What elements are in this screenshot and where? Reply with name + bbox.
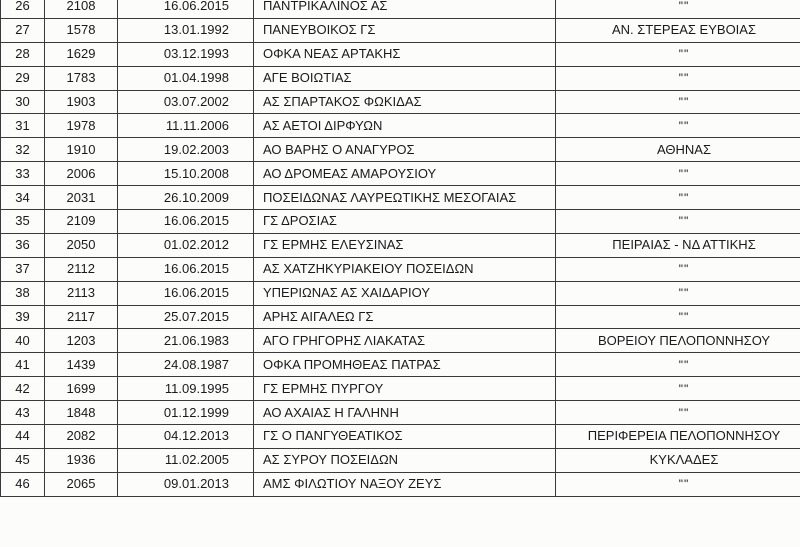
row-number-cell: 42: [1, 377, 45, 401]
row-number-cell: 39: [1, 305, 45, 329]
row-number-cell: 36: [1, 233, 45, 257]
region-cell: "": [556, 114, 800, 138]
table-row: [1, 257, 800, 281]
row-number-cell: 35: [1, 210, 45, 234]
registration-number-cell: 2082: [45, 425, 118, 449]
table-row: [1, 425, 800, 449]
registration-number-cell: 1903: [45, 90, 118, 114]
registration-date-cell: 16.06.2015: [118, 0, 254, 18]
table-row: [1, 353, 800, 377]
registration-date-cell: 13.01.1992: [118, 18, 254, 42]
registration-number-cell: 2006: [45, 162, 118, 186]
table-row: [1, 42, 800, 66]
registration-number-cell: 2050: [45, 233, 118, 257]
region-cell: "": [556, 257, 800, 281]
club-name-cell: ΑΓΟ ΓΡΗΓΟΡΗΣ ΛΙΑΚΑΤΑΣ: [254, 329, 556, 353]
club-name-cell: ΥΠΕΡΙΩΝΑΣ ΑΣ ΧΑΙΔΑΡΙΟΥ: [254, 281, 556, 305]
table-row: [1, 90, 800, 114]
row-number-cell: 43: [1, 401, 45, 425]
registration-number-cell: 1629: [45, 42, 118, 66]
table-row: [1, 186, 800, 210]
table-row: [1, 66, 800, 90]
registration-date-cell: 01.04.1998: [118, 66, 254, 90]
region-cell: "": [556, 162, 800, 186]
table-row: [1, 233, 800, 257]
registration-date-cell: 11.02.2005: [118, 448, 254, 472]
club-name-cell: ΓΣ ΔΡΟΣΙΑΣ: [254, 210, 556, 234]
region-cell: "": [556, 0, 800, 18]
registration-number-cell: 2117: [45, 305, 118, 329]
club-name-cell: ΓΣ ΕΡΜΗΣ ΠΥΡΓΟΥ: [254, 377, 556, 401]
registration-date-cell: 24.08.1987: [118, 353, 254, 377]
table-row: [1, 18, 800, 42]
registration-date-cell: 16.06.2015: [118, 210, 254, 234]
row-number-cell: 26: [1, 0, 45, 18]
row-number-cell: 28: [1, 42, 45, 66]
registration-date-cell: 01.12.1999: [118, 401, 254, 425]
table-row: [1, 281, 800, 305]
club-name-cell: ΠΑΝΤΡΙΚΑΛΙΝΟΣ ΑΣ: [254, 0, 556, 18]
region-cell: "": [556, 281, 800, 305]
club-name-cell: ΑΣ ΣΠΑΡΤΑΚΟΣ ΦΩΚΙΔΑΣ: [254, 90, 556, 114]
region-cell: "": [556, 401, 800, 425]
row-number-cell: 34: [1, 186, 45, 210]
registration-number-cell: 1936: [45, 448, 118, 472]
region-cell: "": [556, 90, 800, 114]
club-name-cell: ΑΡΗΣ ΑΙΓΑΛΕΩ ΓΣ: [254, 305, 556, 329]
region-cell: ΑΝ. ΣΤΕΡΕΑΣ ΕΥΒΟΙΑΣ: [556, 18, 800, 42]
registration-date-cell: 16.06.2015: [118, 257, 254, 281]
table-row: [1, 0, 800, 18]
table-row: [1, 114, 800, 138]
row-number-cell: 33: [1, 162, 45, 186]
registration-number-cell: 2112: [45, 257, 118, 281]
registration-number-cell: 2109: [45, 210, 118, 234]
table-row: [1, 210, 800, 234]
registration-number-cell: 1203: [45, 329, 118, 353]
club-name-cell: ΟΦΚΑ ΠΡΟΜΗΘΕΑΣ ΠΑΤΡΑΣ: [254, 353, 556, 377]
table-row: [1, 162, 800, 186]
club-name-cell: ΑΣ ΧΑΤΖΗΚΥΡΙΑΚΕΙΟΥ ΠΟΣΕΙΔΩΝ: [254, 257, 556, 281]
region-cell: "": [556, 305, 800, 329]
club-name-cell: ΠΟΣΕΙΔΩΝΑΣ ΛΑΥΡΕΩΤΙΚΗΣ ΜΕΣΟΓΑΙΑΣ: [254, 186, 556, 210]
registration-number-cell: 2031: [45, 186, 118, 210]
registration-date-cell: 25.07.2015: [118, 305, 254, 329]
registration-number-cell: 1978: [45, 114, 118, 138]
registration-date-cell: 04.12.2013: [118, 425, 254, 449]
row-number-cell: 45: [1, 448, 45, 472]
region-cell: ΠΕΡΙΦΕΡΕΙΑ ΠΕΛΟΠΟΝΝΗΣΟΥ: [556, 425, 800, 449]
row-number-cell: 30: [1, 90, 45, 114]
club-name-cell: ΑΣ ΑΕΤΟΙ ΔΙΡΦΥΩΝ: [254, 114, 556, 138]
region-cell: "": [556, 42, 800, 66]
registration-number-cell: 2108: [45, 0, 118, 18]
club-name-cell: ΑΟ ΒΑΡΗΣ Ο ΑΝΑΓΥΡΟΣ: [254, 138, 556, 162]
region-cell: "": [556, 66, 800, 90]
table-row: [1, 472, 800, 496]
region-cell: "": [556, 186, 800, 210]
table-row: [1, 401, 800, 425]
club-name-cell: ΟΦΚΑ ΝΕΑΣ ΑΡΤΑΚΗΣ: [254, 42, 556, 66]
table-row: [1, 305, 800, 329]
region-cell: "": [556, 210, 800, 234]
club-registry-body: [1, 0, 800, 496]
table-row: [1, 138, 800, 162]
region-cell: ΚΥΚΛΑΔΕΣ: [556, 448, 800, 472]
table-row: [1, 448, 800, 472]
club-name-cell: ΑΜΣ ΦΙΛΩΤΙΟΥ ΝΑΞΟΥ ΖΕΥΣ: [254, 472, 556, 496]
table-row: [1, 329, 800, 353]
registration-number-cell: 1783: [45, 66, 118, 90]
registration-number-cell: 1848: [45, 401, 118, 425]
row-number-cell: 44: [1, 425, 45, 449]
registration-date-cell: 03.12.1993: [118, 42, 254, 66]
registration-date-cell: 03.07.2002: [118, 90, 254, 114]
region-cell: "": [556, 472, 800, 496]
row-number-cell: 40: [1, 329, 45, 353]
club-name-cell: ΑΟ ΑΧΑΙΑΣ Η ΓΑΛΗΝΗ: [254, 401, 556, 425]
registration-date-cell: 26.10.2009: [118, 186, 254, 210]
club-name-cell: ΓΣ Ο ΠΑΝΓΥΘΕΑΤΙΚΟΣ: [254, 425, 556, 449]
club-name-cell: ΑΣ ΣΥΡΟΥ ΠΟΣΕΙΔΩΝ: [254, 448, 556, 472]
region-cell: ΠΕΙΡΑΙΑΣ - ΝΔ ΑΤΤΙΚΗΣ: [556, 233, 800, 257]
region-cell: "": [556, 353, 800, 377]
row-number-cell: 37: [1, 257, 45, 281]
registration-date-cell: 11.11.2006: [118, 114, 254, 138]
region-cell: ΒΟΡΕΙΟΥ ΠΕΛΟΠΟΝΝΗΣΟΥ: [556, 329, 800, 353]
table-row: [1, 377, 800, 401]
registration-date-cell: 15.10.2008: [118, 162, 254, 186]
registration-date-cell: 09.01.2013: [118, 472, 254, 496]
row-number-cell: 38: [1, 281, 45, 305]
region-cell: ΑΘΗΝΑΣ: [556, 138, 800, 162]
club-name-cell: ΓΣ ΕΡΜΗΣ ΕΛΕΥΣΙΝΑΣ: [254, 233, 556, 257]
row-number-cell: 29: [1, 66, 45, 90]
club-name-cell: ΑΟ ΔΡΟΜΕΑΣ ΑΜΑΡΟΥΣΙΟΥ: [254, 162, 556, 186]
registration-date-cell: 21.06.1983: [118, 329, 254, 353]
registration-number-cell: 1910: [45, 138, 118, 162]
region-cell: "": [556, 377, 800, 401]
club-name-cell: ΠΑΝΕΥΒΟΙΚΟΣ ΓΣ: [254, 18, 556, 42]
registration-number-cell: 1439: [45, 353, 118, 377]
row-number-cell: 31: [1, 114, 45, 138]
registration-date-cell: 19.02.2003: [118, 138, 254, 162]
registration-date-cell: 11.09.1995: [118, 377, 254, 401]
club-name-cell: ΑΓΕ ΒΟΙΩΤΙΑΣ: [254, 66, 556, 90]
registration-number-cell: 1699: [45, 377, 118, 401]
row-number-cell: 32: [1, 138, 45, 162]
registration-number-cell: 2113: [45, 281, 118, 305]
registration-number-cell: 1578: [45, 18, 118, 42]
row-number-cell: 41: [1, 353, 45, 377]
row-number-cell: 27: [1, 18, 45, 42]
registration-date-cell: 01.02.2012: [118, 233, 254, 257]
registration-number-cell: 2065: [45, 472, 118, 496]
row-number-cell: 46: [1, 472, 45, 496]
registration-date-cell: 16.06.2015: [118, 281, 254, 305]
